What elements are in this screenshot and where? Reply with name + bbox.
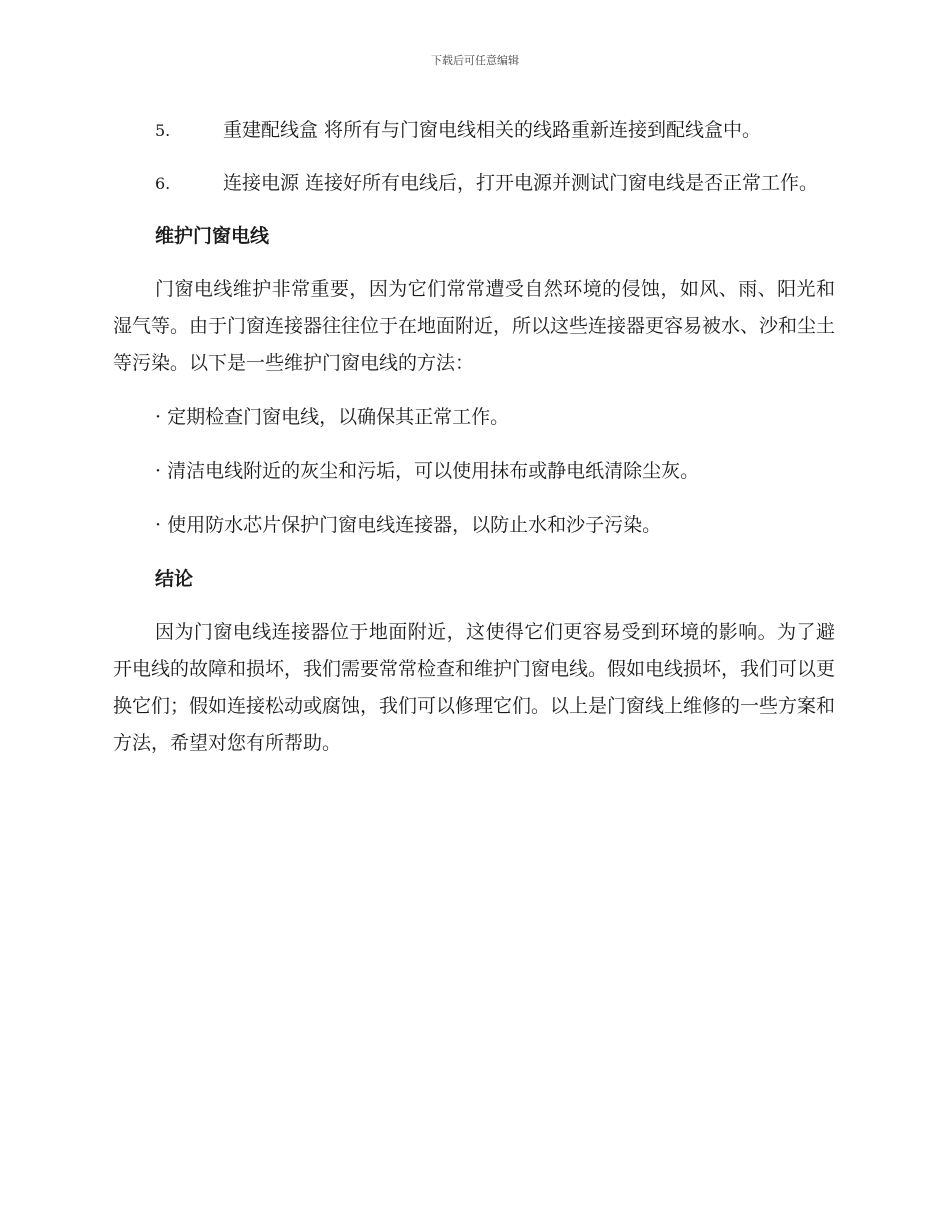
section-heading-maintenance: 维护门窗电线: [155, 225, 270, 247]
item-number: 6.: [155, 174, 171, 193]
item-text: 连接电源 连接好所有电线后，打开电源并测试门窗电线是否正常工作。: [223, 172, 819, 194]
bullet-item: · 清洁电线附近的灰尘和污垢，可以使用抹布或静电纸清除尘灰。: [155, 460, 700, 482]
maintenance-paragraph: 门窗电线维护非常重要，因为它们常常遭受自然环境的侵蚀，如风、雨、阳光和湿气等。由于门窗连接器往往位于在地面附近，所以这些连接器更容易被水、沙和尘土等污染。以下是一些维护门窗电线的方法：: [113, 278, 836, 374]
numbered-item-6: [113, 165, 835, 202]
item-text: 重建配线盒 将所有与门窗电线相关的线路重新连接到配线盒中。: [223, 119, 762, 141]
item-number: 5.: [155, 121, 171, 140]
bullet-item: · 使用防水芯片保护门窗电线连接器，以防止水和沙子污染。: [155, 514, 662, 536]
section-heading-conclusion: 结论: [155, 568, 194, 590]
bullet-item: · 定期检查门窗电线，以确保其正常工作。: [155, 406, 510, 428]
document-body: [113, 112, 835, 779]
page-header: 下载后可任意编辑: [431, 54, 519, 67]
numbered-item-5: [113, 112, 835, 149]
conclusion-paragraph: 因为门窗电线连接器位于地面附近，这使得它们更容易受到环境的影响。为了避开电线的故障和损坏，我们需要常常检查和维护门窗电线。假如电线损坏，我们可以更换它们；假如连接松动或腐蚀，我们可以修理它们。以上是门窗线上维修的一些方案和方法，希望对您有所帮助。: [113, 621, 836, 754]
